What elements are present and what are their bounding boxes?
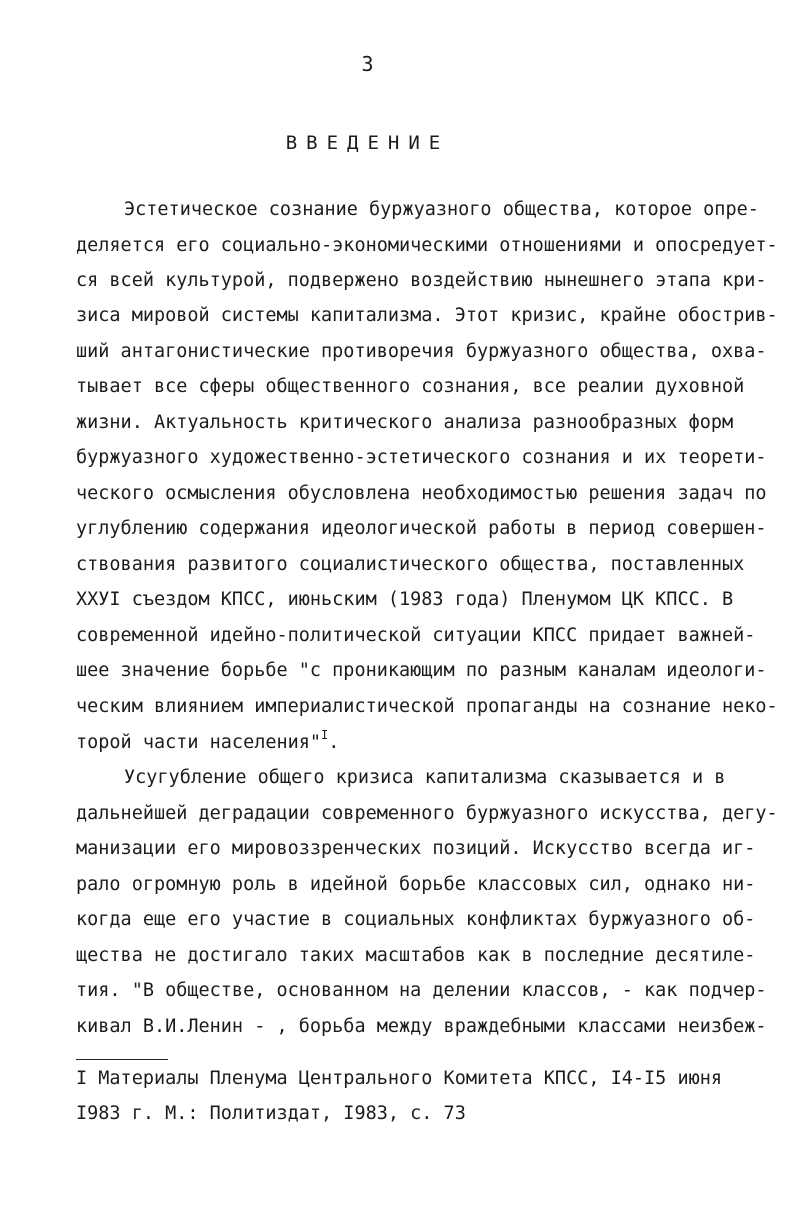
paragraph-1-end: .	[328, 732, 340, 753]
paragraph-1-line: зиса мировой системы капитализма. Этот кризис, крайне обострив-	[76, 305, 778, 326]
paragraph-2-line: щества не достигало таких масштабов как в последние десятиле-	[76, 945, 756, 966]
paragraph-1-line: шее значение борьбе "с проникающим по разным каналам идеологи-	[76, 660, 767, 681]
paragraph-2-line: тия. "В обществе, основанном на делении классов, - как подчер-	[76, 980, 767, 1001]
paragraph-1-line: тывает все сферы общественного сознания, все реалии духовной	[76, 376, 745, 397]
paragraph-2-line: когда еще его участие в социальных конфликтах буржуазного об-	[76, 909, 756, 930]
section-heading: ВВЕДЕНИЕ	[285, 132, 450, 154]
paragraph-1-line: ческого осмысления обусловлена необходимостью решения задач по	[76, 483, 767, 504]
paragraph-1-line: современной идейно-политической ситуации КПСС придает важней-	[76, 625, 756, 646]
paragraph-1-line: ХХУI съездом КПСС, июньским (1983 года) Пленумом ЦК КПСС. В	[76, 589, 734, 610]
paragraph-1-last-line	[76, 728, 340, 755]
paragraph-1-line: ший антагонистические противоречия буржуазного общества, охва-	[76, 341, 767, 362]
paragraph-2-line: кивал В.И.Ленин - , борьба между враждебными классами неизбеж-	[76, 1016, 767, 1037]
paragraph-2-line: манизации его мировоззренческих позиций. Искусство всегда иг-	[76, 838, 756, 859]
paragraph-1-line: Эстетическое сознание буржуазного общества, которое опре-	[124, 199, 759, 220]
paragraph-2-line: Усугубление общего кризиса капитализма сказывается и в	[124, 767, 726, 788]
paragraph-1-line: ческим влиянием империалистической пропаганды на сознание неко-	[76, 696, 778, 717]
paragraph-1-line: ся всей культурой, подвержено воздействию нынешнего этапа кри-	[76, 270, 767, 291]
footnote-reference: I	[321, 728, 329, 742]
paragraph-1-line: углублению содержания идеологической работы в период совершен-	[76, 518, 767, 539]
footnote-line: I983 г. М.: Политиздат, I983, с. 73	[76, 1103, 466, 1124]
paragraph-1-line: буржуазного художественно-эстетического сознания и их теорети-	[76, 447, 767, 468]
paragraph-1-line: деляется его социально-экономическими отношениями и опосредует-	[76, 235, 778, 256]
footnote-separator	[76, 1059, 168, 1060]
paragraph-2-line: дальнейшей деградации современного буржуазного искусства, дегу-	[76, 803, 778, 824]
paragraph-2-line: рало огромную роль в идейной борьбе классовых сил, однако ни-	[76, 874, 756, 895]
paragraph-1-line: жизни. Актуальность критического анализа разнообразных форм	[76, 412, 734, 433]
paragraph-1-last-text: торой части населения"	[76, 732, 322, 753]
footnote-line: I Материалы Пленума Центрального Комитета КПСС, I4-I5 июня	[76, 1068, 723, 1089]
page-number: 3	[361, 52, 374, 76]
paragraph-1-line: ствования развитого социалистического общества, поставленных	[76, 554, 745, 575]
